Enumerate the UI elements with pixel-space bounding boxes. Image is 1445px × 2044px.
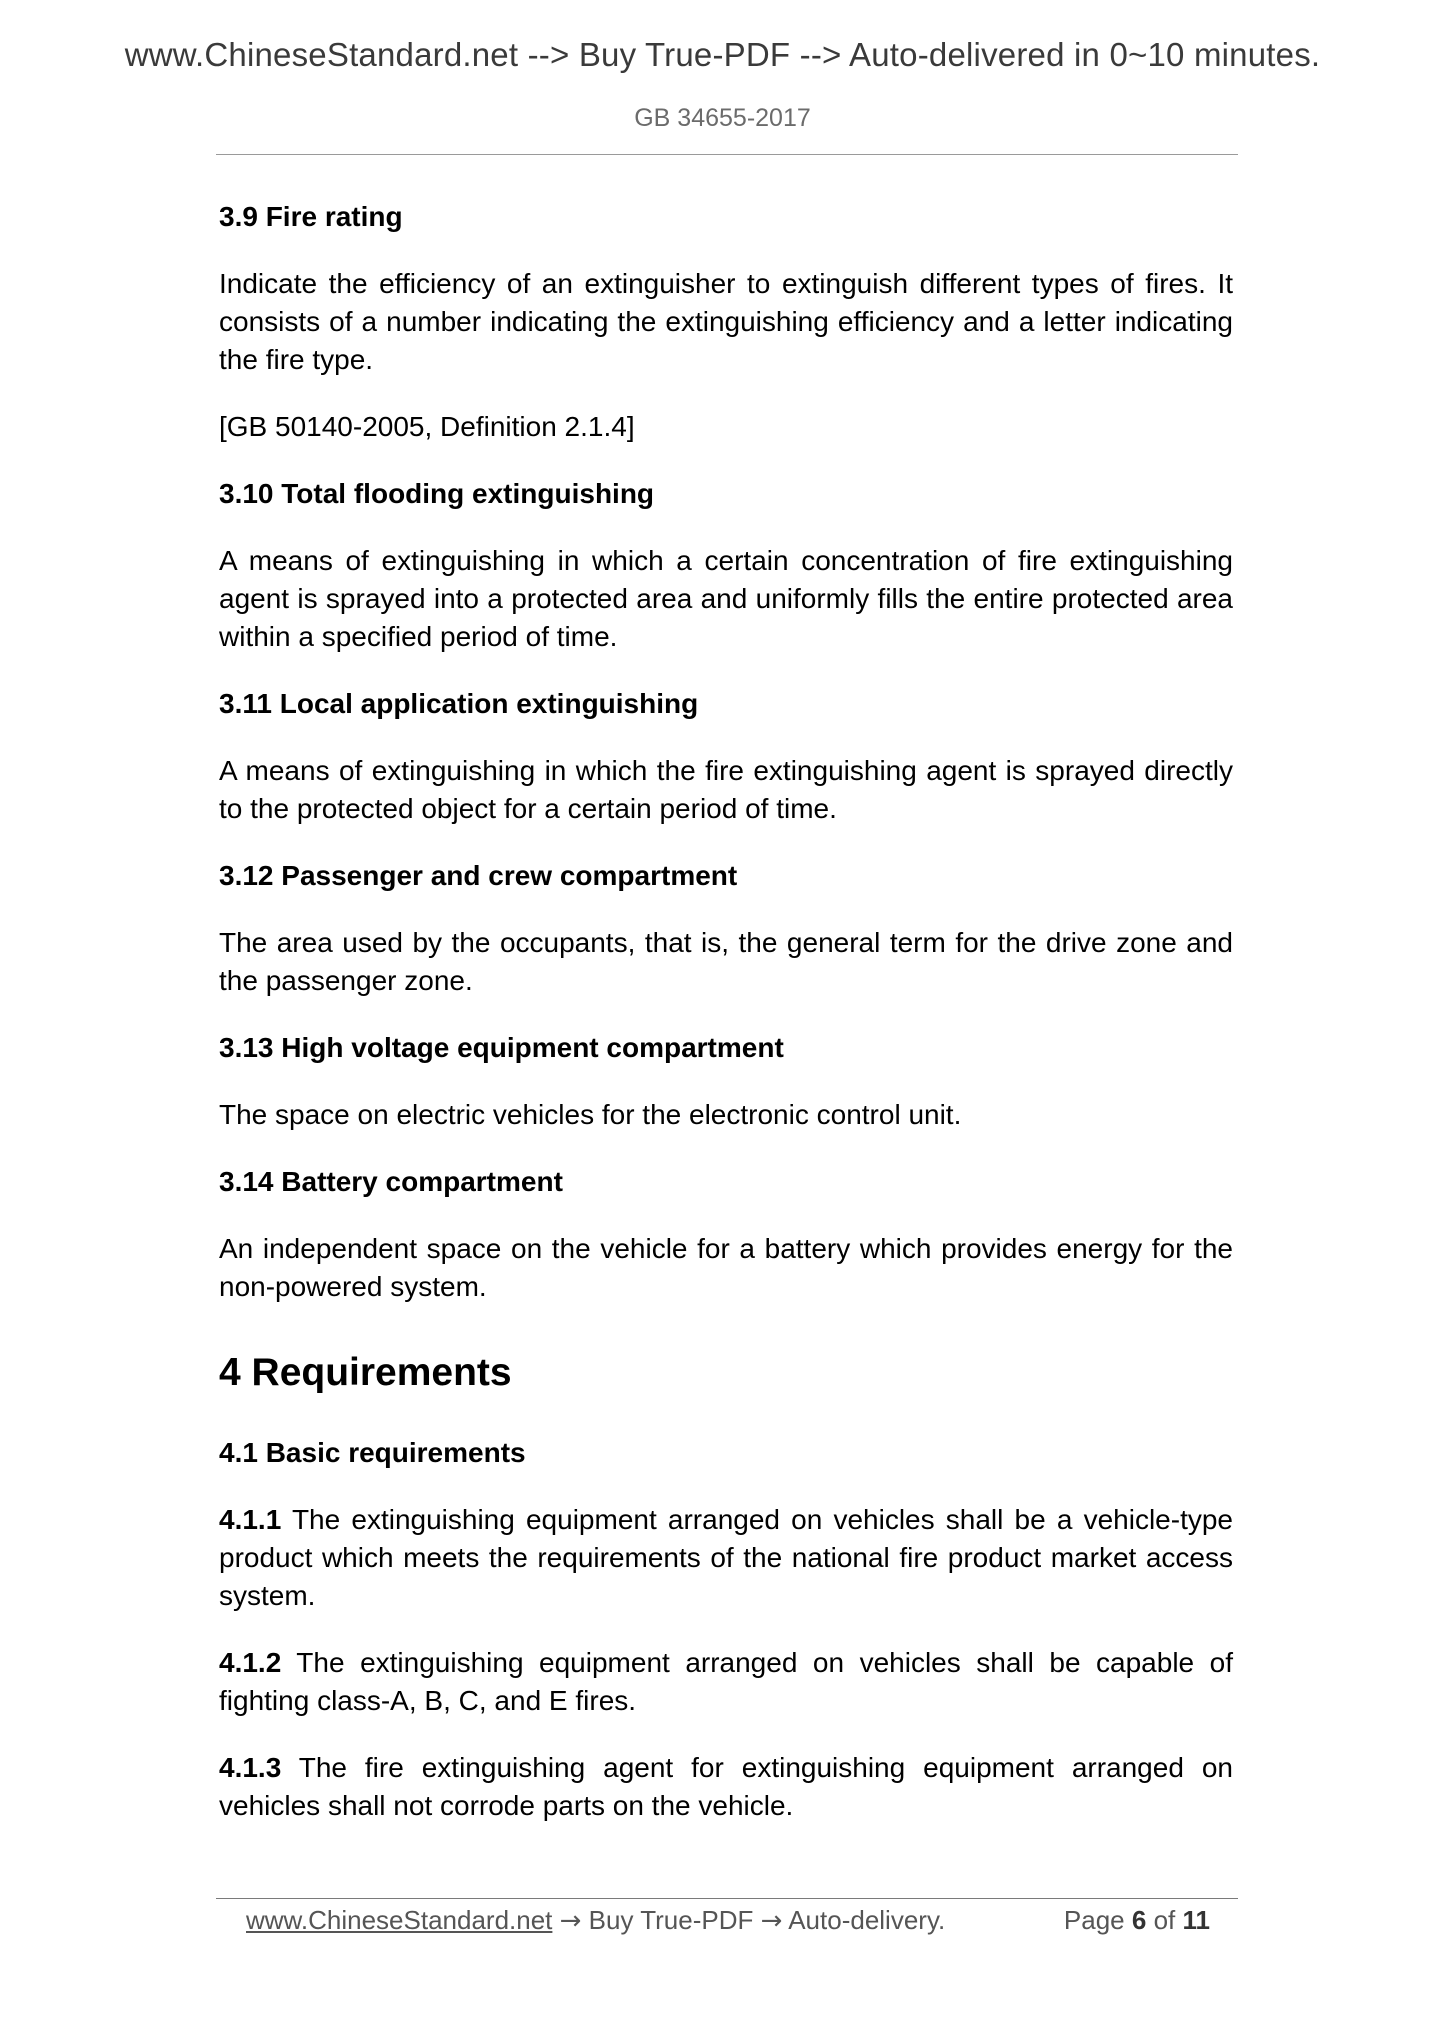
clause-4-1-3 (219, 1749, 1233, 1825)
section-3-9-heading: 3.9 Fire rating (219, 201, 403, 232)
section-3-12-body: The area used by the occupants, that is, the general term for the drive zone and the passenger zone. (219, 927, 1233, 996)
current-page-number: 6 (1131, 1905, 1147, 1935)
section-3-9-body: Indicate the efficiency of an extinguisher to extinguish different types of fires. It consists of a number indicating the extinguishing efficiency and a letter indicating the fire type. (219, 268, 1233, 375)
clause-4-1-2-number: 4.1.2 (219, 1647, 282, 1678)
arrow-right-icon: → (559, 1906, 582, 1936)
section-3-14-heading: 3.14 Battery compartment (219, 1166, 563, 1197)
clause-4-1-1 (219, 1501, 1233, 1615)
section-3-13-body: The space on electric vehicles for the electronic control unit. (219, 1099, 962, 1130)
document-id: GB 34655-2017 (634, 104, 811, 132)
section-3-13-heading: 3.13 High voltage equipment compartment (219, 1032, 784, 1063)
section-3-12-heading: 3.12 Passenger and crew compartment (219, 860, 738, 891)
total-page-count: 11 (1182, 1905, 1210, 1935)
page-indicator (1064, 1902, 1210, 1938)
section-3-11-body: A means of extinguishing in which the fire extinguishing agent is sprayed directly to the protected object for a certain period of time. (219, 755, 1233, 824)
clause-4-1-2 (219, 1644, 1233, 1720)
footer-buy-text: Buy True-PDF (588, 1905, 754, 1935)
footer-site-link[interactable]: www.ChineseStandard.net (246, 1905, 553, 1935)
arrow-right-icon: → (760, 1906, 783, 1936)
section-3-11-heading: 3.11 Local application extinguishing (219, 688, 699, 719)
clause-4-1-1-body: The extinguishing equipment arranged on vehicles shall be a vehicle-type product which meets the requirements of the national fire product market access system. (219, 1504, 1234, 1611)
footer-divider (216, 1898, 1238, 1899)
footer-delivery-text: Auto-delivery. (788, 1905, 946, 1935)
page-footer (246, 1902, 1216, 1939)
clause-4-1-2-body: The extinguishing equipment arranged on vehicles shall be capable of fighting class-A, B, C, and E fires. (219, 1647, 1233, 1716)
section-3-10-body: A means of extinguishing in which a certain concentration of fire extinguishing agent is sprayed into a protected area and uniformly fills the entire protected area within a specified period of time. (219, 545, 1233, 652)
clause-4-1-1-number: 4.1.1 (219, 1504, 282, 1535)
page-label: Page (1063, 1905, 1125, 1935)
section-4-heading: 4 Requirements (219, 1351, 512, 1394)
clause-4-1-3-body: The fire extinguishing agent for extinguishing equipment arranged on vehicles shall not corrode parts on the vehicle. (219, 1752, 1233, 1821)
section-3-10-heading: 3.10 Total flooding extinguishing (219, 478, 655, 509)
of-label: of (1153, 1905, 1176, 1935)
site-banner: www.ChineseStandard.net --> Buy True-PDF --> Auto-delivered in 0~10 minutes. (124, 36, 1321, 73)
section-3-9-reference: [GB 50140-2005, Definition 2.1.4] (219, 411, 635, 442)
header-divider (216, 154, 1238, 155)
section-4-1-heading: 4.1 Basic requirements (219, 1437, 526, 1468)
document-body (219, 198, 1233, 1854)
section-3-14-body: An independent space on the vehicle for a battery which provides energy for the non-powered system. (219, 1233, 1233, 1302)
clause-4-1-3-number: 4.1.3 (219, 1752, 282, 1783)
